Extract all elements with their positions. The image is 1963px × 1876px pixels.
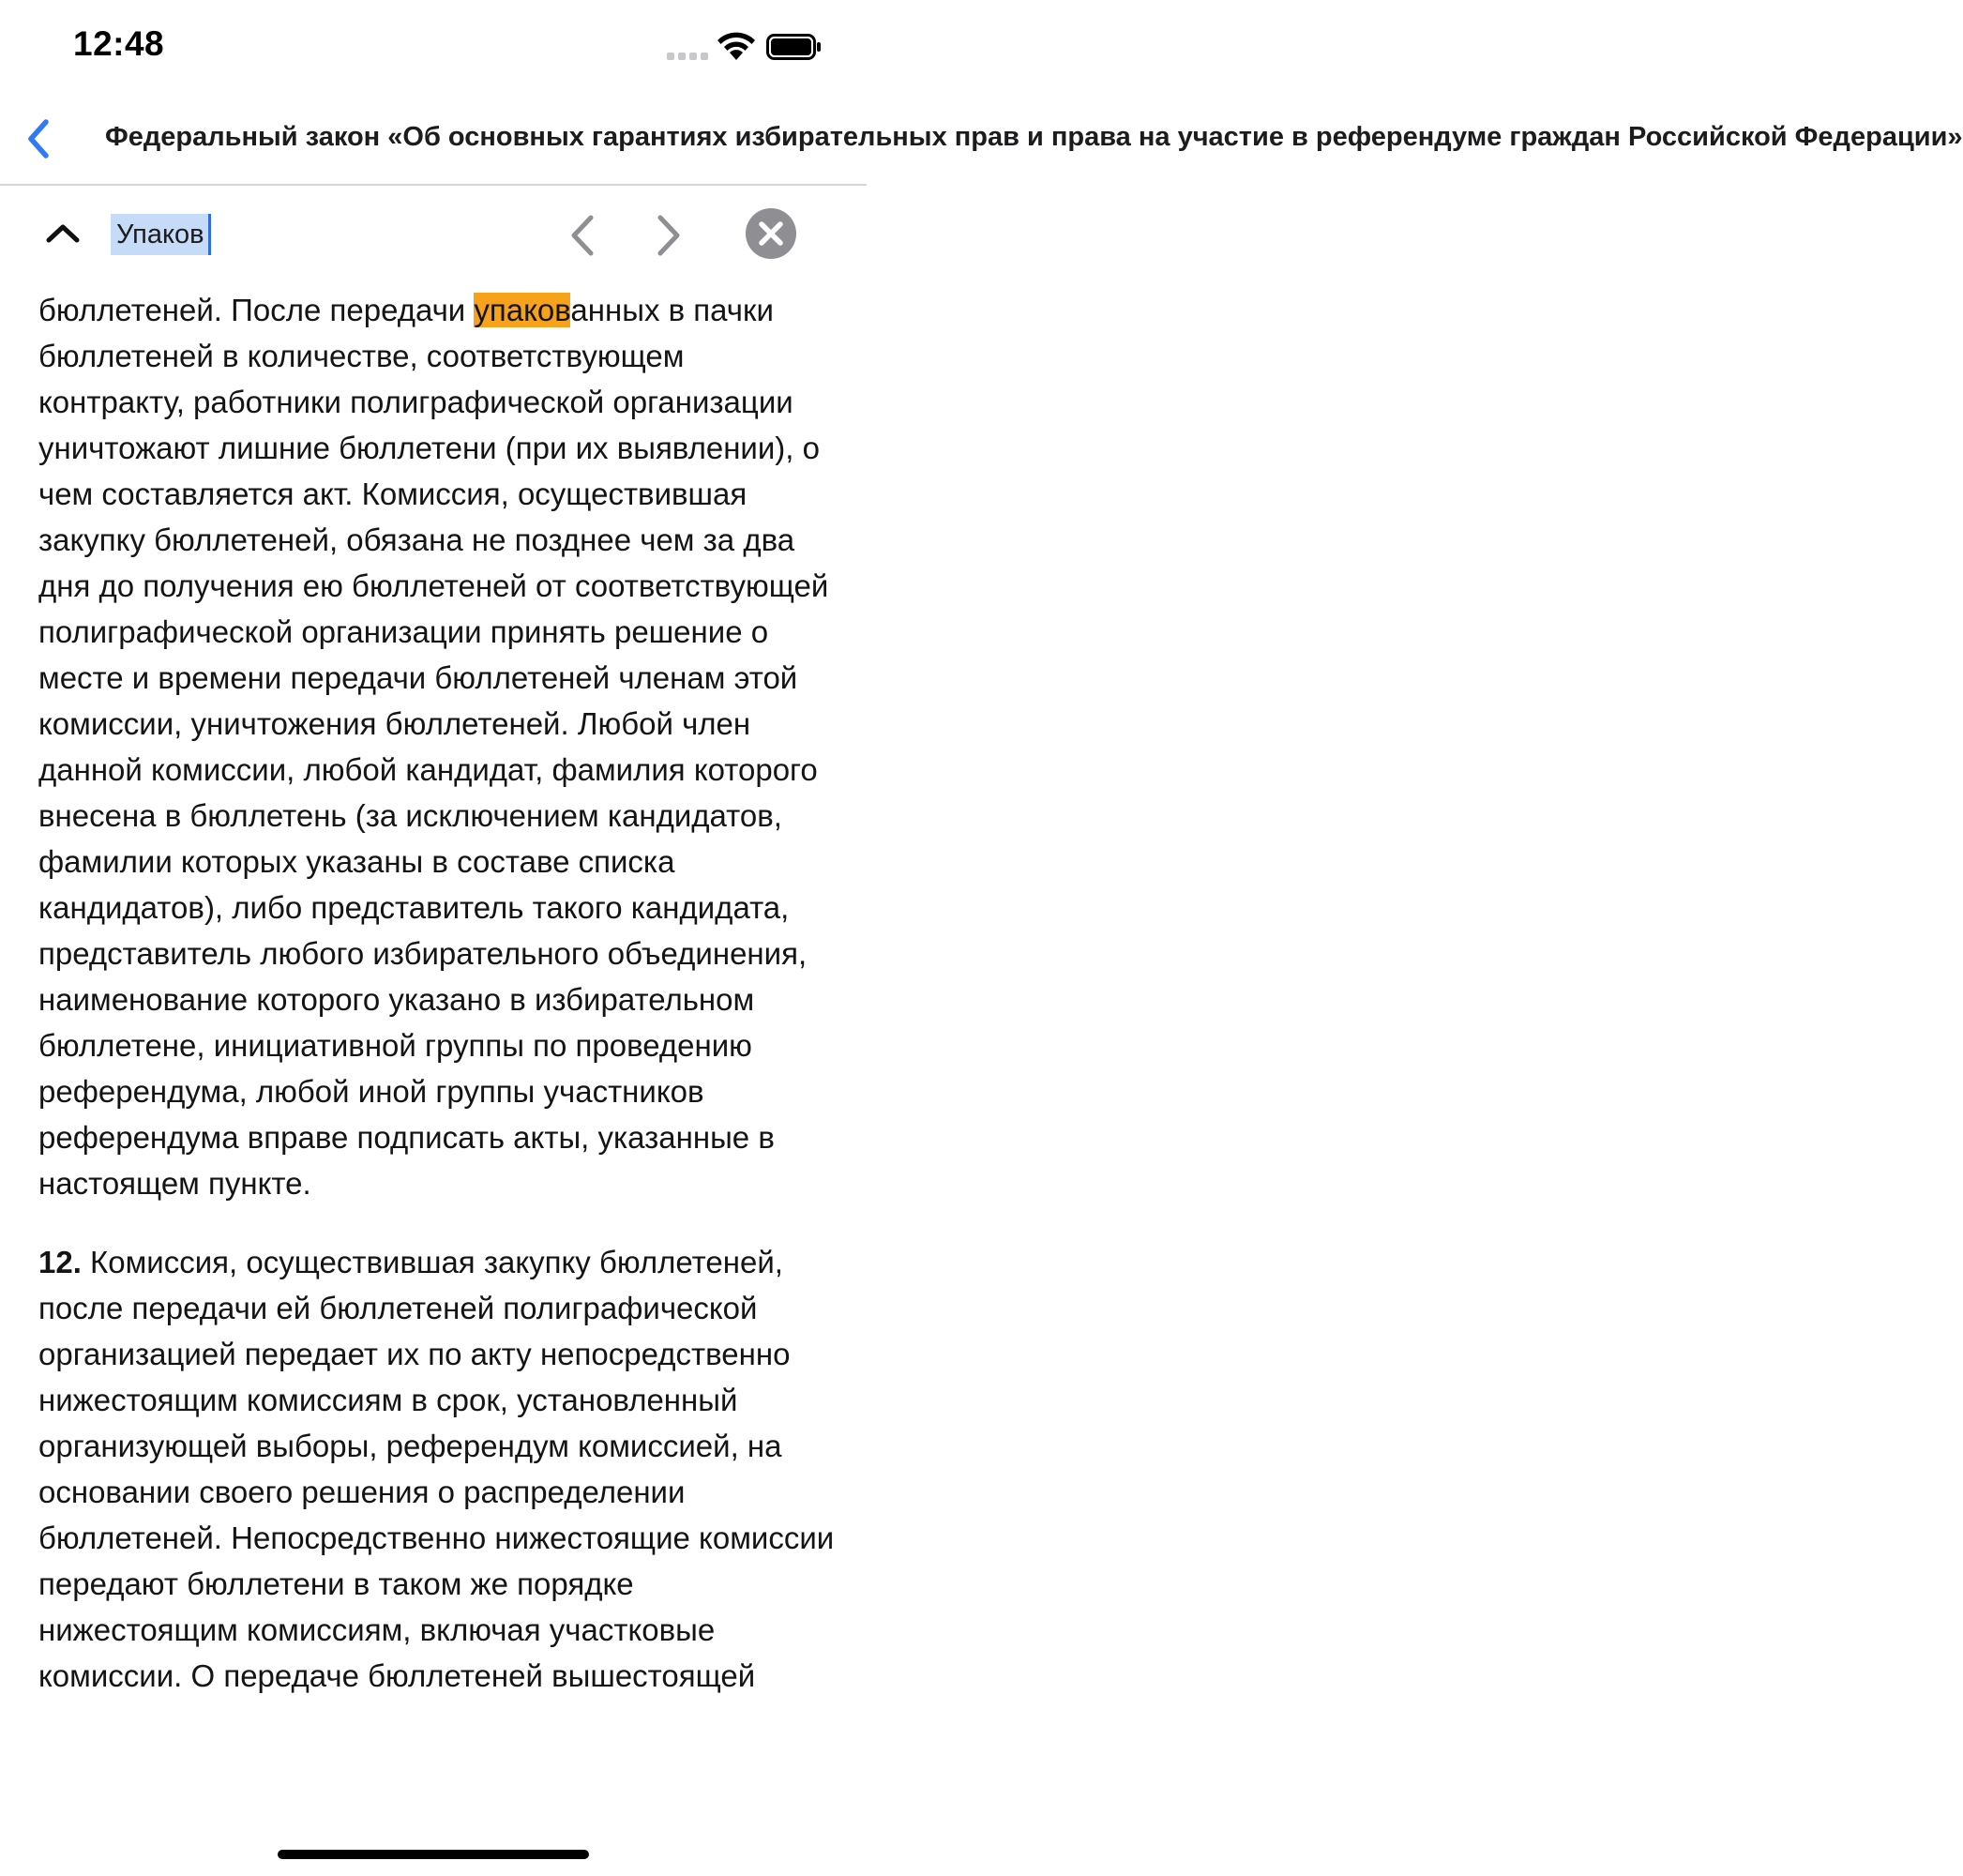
document-content [38,287,836,1699]
cellular-signal-icon [667,47,708,60]
clear-search-button[interactable] [745,207,797,260]
close-circle-icon [746,208,796,259]
paragraph-text: бюллетеней. После передачи [38,293,475,327]
collapse-search-button[interactable] [39,214,86,251]
chevron-left-icon [574,218,591,253]
previous-match-button[interactable] [563,212,604,259]
paragraph-text: Комиссия, осуществившая закупку бюллетеней, после передачи ей бюллетеней полиграфической организацией передает их по акту непосредственно нижестоящим комиссиям в срок, установленный организующей выборы, референдум комиссией, на основании своего решения о распределении бюллетеней. Непосредственно нижестоящие комиссии передают бюллетени в таком же порядке нижестоящим комиссиям, включая участковые комиссии. О передаче бюллетеней вышестоящей [38,1245,835,1693]
paragraph-number: 12. [38,1245,82,1279]
chevron-up-icon [49,227,77,240]
paragraph-12 [38,1239,836,1699]
chevron-left-icon [31,122,46,156]
find-in-page-bar [0,186,867,280]
search-match-highlight: упаков [474,293,571,327]
back-button[interactable] [17,113,64,165]
battery-icon [766,34,823,60]
wifi-icon [717,32,756,62]
status-bar [0,0,867,94]
paragraph-11-continued [38,287,836,1206]
navigation-bar [0,94,1963,186]
chevron-right-icon [660,218,677,253]
page-title: Федеральный закон «Об основных гарантиях избирательных прав и права на участие в референдуме граждан Российской Федерации» [105,122,1963,152]
paragraph-text: анных в пачки бюллетеней в количестве, соответствующем контракту, работники полиграфической организации уничтожают лишние бюллетени (при их выявлении), о чем составляется акт. Комиссия, осуществившая закупку бюллетеней, обязана не позднее чем за два дня до получения ею бюллетеней от соответствующей полиграфической организации принять решение о месте и времени передачи бюллетеней членам этой комиссии, уничтожения бюллетеней. Любой член данной комиссии, любой кандидат, фамилия которого внесена в бюллетень (за исключением кандидатов, фамилии которых указаны в составе списка кандидатов), либо представитель такого кандидата, представитель любого избирательного объединения, наименование которого указано в избирательном бюллетене, инициативной группы по проведению референдума, любой иной группы участников референдума вправе подписать акты, указанные в настоящем пункте. [38,293,829,1201]
next-match-button[interactable] [647,212,688,259]
status-time: 12:48 [73,24,165,63]
home-indicator [278,1850,589,1859]
search-input[interactable]: Упаков [111,214,211,255]
